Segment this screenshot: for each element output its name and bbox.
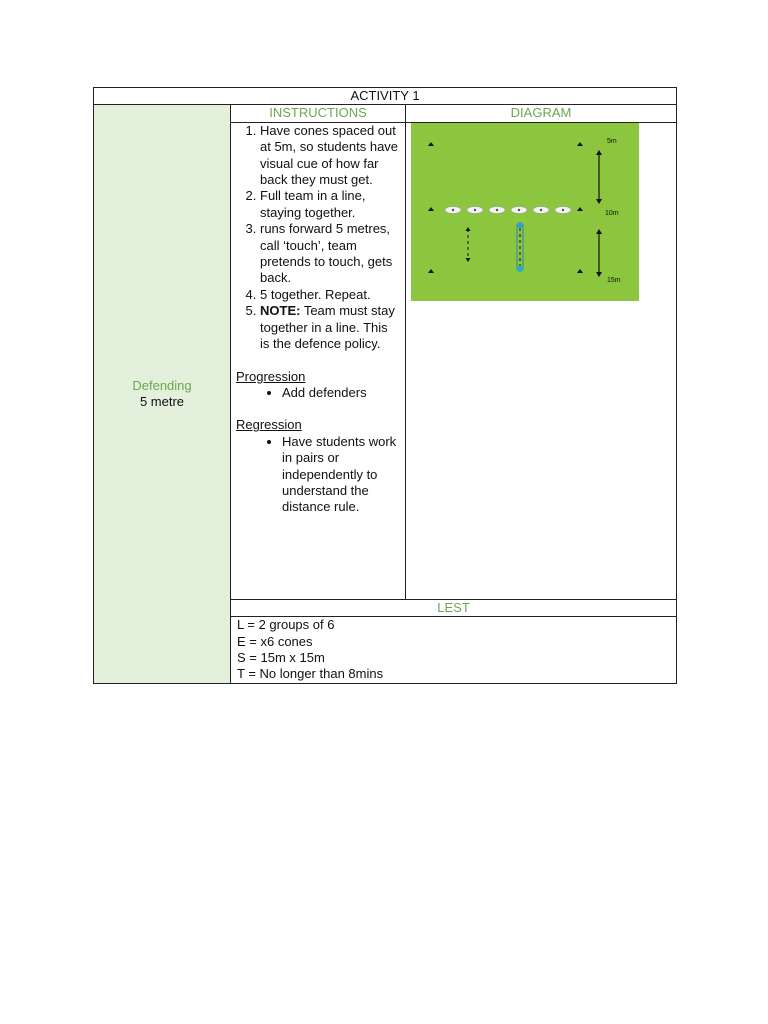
lest-line: S = 15m x 15m xyxy=(237,650,325,665)
field-diagram xyxy=(411,123,639,301)
regression-item: • Have students work in pairs or independently to understand the distance rule. xyxy=(282,434,400,516)
runner-start-icon xyxy=(517,222,523,228)
progression-title: Progression xyxy=(236,368,306,384)
label-5m: 5m xyxy=(607,137,617,145)
lest-header: LEST xyxy=(231,599,677,616)
activity-title: ACTIVITY 1 xyxy=(94,88,677,105)
instruction-step: 2. Full team in a line, staying together. xyxy=(260,188,400,221)
label-10m: 10m xyxy=(605,209,619,217)
instruction-step: 3. runs forward 5 metres, call ‘touch’, team pretends to touch, gets back. xyxy=(260,221,400,287)
progression-item: • Add defenders xyxy=(282,385,400,401)
instructions-header: INSTRUCTIONS xyxy=(231,105,406,122)
runner-end-icon xyxy=(517,266,523,272)
regression-title: Regression xyxy=(236,417,302,433)
instructions-cell xyxy=(231,122,406,599)
note-label: NOTE: xyxy=(260,303,301,319)
side-label-defending: Defending xyxy=(132,377,192,393)
activity-table xyxy=(93,87,677,684)
lest-line: E = x6 cones xyxy=(237,633,313,649)
instruction-steps xyxy=(236,123,400,353)
progression-list xyxy=(236,385,400,401)
instruction-step: 4. 5 together. Repeat. xyxy=(260,287,400,303)
lest-line: T = No longer than 8mins xyxy=(237,666,384,682)
side-label-distance: 5 metre xyxy=(139,394,185,410)
diagram-header: DIAGRAM xyxy=(406,105,677,122)
regression-list xyxy=(236,434,400,516)
label-15m: 15m xyxy=(607,276,621,284)
lest-cell xyxy=(231,617,677,684)
lest-line: L = 2 groups of 6 xyxy=(237,617,335,633)
instruction-step: 1. Have cones spaced out at 5m, so students have visual cue of how far back they must get. xyxy=(260,123,400,189)
activity-side-cell xyxy=(94,105,231,683)
instruction-step: 5. NOTE: Team must stay together in a line. This is the defence policy. xyxy=(260,303,400,352)
diagram-cell xyxy=(406,122,677,599)
